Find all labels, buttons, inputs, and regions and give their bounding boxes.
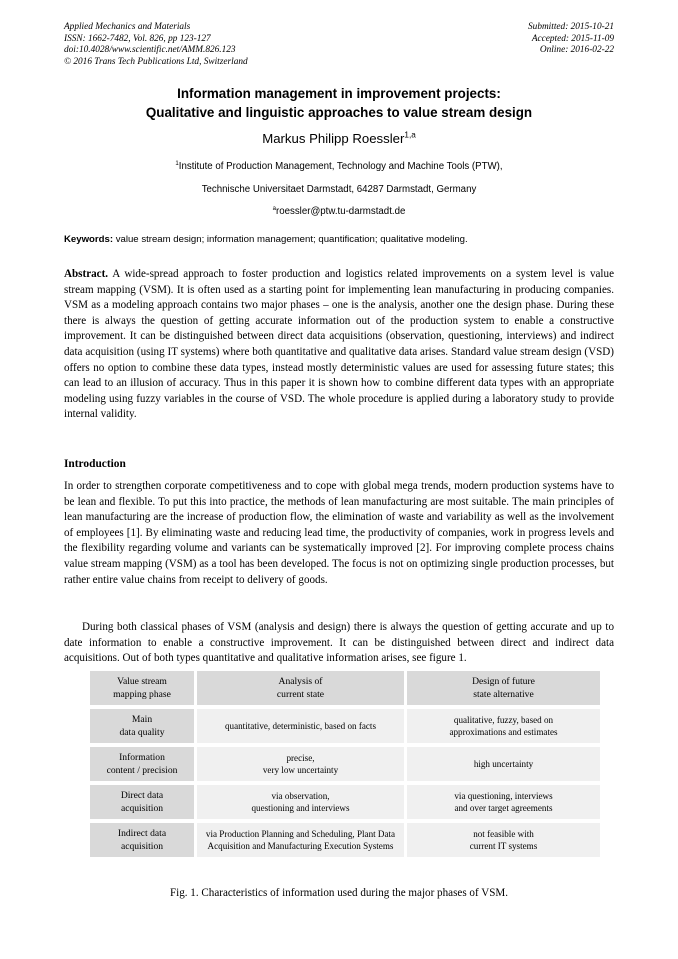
keywords-label: Keywords: <box>64 234 114 245</box>
table-header-analysis: Analysis of current state <box>197 671 404 705</box>
title-line-1: Information management in improvement projects: <box>177 86 501 101</box>
table-header-row <box>90 671 600 705</box>
abstract-text: A wide-spread approach to foster production and logistics related improvements on a system level is value stream mapping (VSM). It is often used as a starting point for implementing lean manufacturing in producing companies. VSM as a modeling approach contains two major phases – one is the analysis, another one the design phase. During these there is always the question of getting accurate information out of the production system to enable a constructive improvement. It can be distinguished between direct data acquisitions (observation, questioning, interviews) and indirect data acquisition (using IT systems) where both quantitative and qualitative data arises. Standard value stream design (VSD) offers no option to combine these data types, instead mostly deterministic values are used for assessing future states; this can lead to an illusion of accuracy. Thus in this paper it is shown how to combine different data types with an appropriate modeling using fuzzy variables in the course of VSD. The whole procedure is applied during a laboratory study to provide internal validity. <box>64 268 614 421</box>
cell-analysis-main-data-quality: quantitative, deterministic, based on facts <box>197 709 404 743</box>
row-label-main-data-quality: Main data quality <box>90 709 194 743</box>
introduction-paragraph-1: In order to strengthen corporate competitiveness and to cope with global mega trends, modern production systems have to be lean and flexible. To put this into practice, the methods of lean manufacturing are most suitable. The main principles of lean manufacturing are the increase of production flow, the elimination of waste and variability as well as the involvement of employees [1]. By eliminating waste and reducing lead time, the productivity of companies, work in progress levels and the flexibility regarding volume and variants can be systematically improved [2]. For improving complete process chains value stream mapping (VSM) as a tool has been developed. The focus is not on optimizing single production processes, but rather entire value chains from receipt to delivery of goods. <box>64 480 614 586</box>
accepted-date: Accepted: 2015-11-09 <box>531 33 614 44</box>
introduction-paragraph-2: During both classical phases of VSM (analysis and design) there is always the question of getting accurate and up to date information to enable a constructive improvement. It can be distinguished between direct and indirect data acquisitions. Out of both types quantitative and qualitative information arises, see figure 1. <box>64 621 614 665</box>
journal-header-right <box>528 22 614 57</box>
journal-header-left <box>64 22 248 68</box>
cell-design-indirect-data-acquisition: not feasible with current IT systems <box>407 823 600 857</box>
affiliation-block <box>64 156 614 224</box>
cell-analysis-information-content: precise, very low uncertainty <box>197 747 404 781</box>
cell-design-information-content: high uncertainty <box>407 747 600 781</box>
author-email: roessler@ptw.tu-darmstadt.de <box>275 206 406 217</box>
row-label-information-content: Information content / precision <box>90 747 194 781</box>
cell-analysis-indirect-data-acquisition: via Production Planning and Scheduling, Plant Data Acquisition and Manufacturing Execution Systems <box>197 823 404 857</box>
journal-copyright: © 2016 Trans Tech Publications Ltd, Switzerland <box>64 56 248 67</box>
section-heading-introduction: Introduction <box>64 458 126 470</box>
figure-caption: Fig. 1. Characteristics of information used during the major phases of VSM. <box>169 887 509 899</box>
affiliation-institute: Institute of Production Management, Technology and Machine Tools (PTW), <box>178 161 503 172</box>
online-date: Online: 2016-02-22 <box>539 45 614 56</box>
table-row <box>90 823 600 857</box>
author-line <box>64 130 614 147</box>
journal-doi: doi:10.4028/www.scientific.net/AMM.826.123 <box>64 45 236 56</box>
affiliation-line-1 <box>64 156 614 179</box>
keywords-text: value stream design; information management; quantification; qualitative modeling. <box>113 234 468 245</box>
title-line-2: Qualitative and linguistic approaches to value stream design <box>145 105 533 120</box>
journal-header <box>64 22 614 68</box>
vsm-characteristics-table <box>87 667 603 861</box>
table-header-phase: Value stream mapping phase <box>90 671 194 705</box>
table-row <box>90 785 600 819</box>
row-label-indirect-data-acquisition: Indirect data acquisition <box>90 823 194 857</box>
cell-design-direct-data-acquisition: via questioning, interviews and over target agreements <box>407 785 600 819</box>
row-label-direct-data-acquisition: Direct data acquisition <box>90 785 194 819</box>
affiliation-email-line <box>64 201 614 224</box>
journal-issn-volume: ISSN: 1662-7482, Vol. 826, pp 123-127 <box>64 33 211 44</box>
abstract-block <box>64 267 614 423</box>
table-row <box>90 709 600 743</box>
table-row <box>90 747 600 781</box>
author-affiliation-marker: 1,a <box>404 130 416 140</box>
submitted-date: Submitted: 2015-10-21 <box>528 22 614 32</box>
author-name: Markus Philipp Roessler <box>262 131 405 146</box>
abstract-label: Abstract. <box>64 268 109 280</box>
table-header-design: Design of future state alternative <box>407 671 600 705</box>
page-title <box>64 84 614 122</box>
table-body <box>90 671 600 857</box>
keywords-block <box>64 233 614 246</box>
journal-name: Applied Mechanics and Materials <box>64 22 191 32</box>
affiliation-line-2: Technische Universitaet Darmstadt, 64287 Darmstadt, Germany <box>201 183 477 195</box>
affiliation-marker: 1 <box>175 160 179 167</box>
cell-analysis-direct-data-acquisition: via observation, questioning and interviews <box>197 785 404 819</box>
email-marker: a <box>272 205 276 212</box>
cell-design-main-data-quality: qualitative, fuzzy, based on approximations and estimates <box>407 709 600 743</box>
figure-1 <box>90 671 606 857</box>
